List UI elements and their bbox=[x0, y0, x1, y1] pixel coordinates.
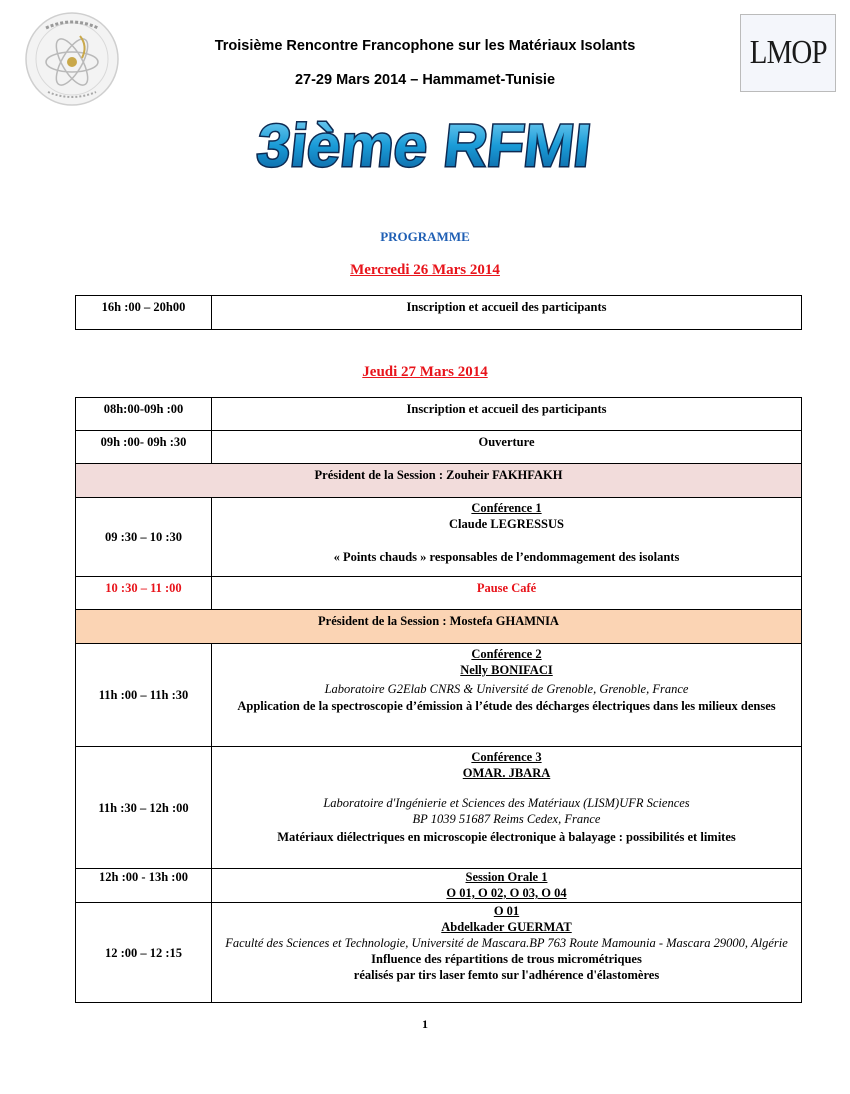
table-row bbox=[76, 398, 802, 431]
day2-title: Jeudi 27 Mars 2014 bbox=[362, 364, 488, 380]
day1-schedule-table bbox=[75, 295, 802, 330]
speaker-affiliation: Laboratoire d'Ingénierie et Sciences des Matériaux (LISM)UFR Sciences bbox=[323, 796, 690, 810]
session-heading: Session Orale 1 bbox=[465, 870, 548, 884]
conference-heading: Conférence 2 bbox=[471, 647, 542, 661]
activity-cell bbox=[212, 903, 802, 1003]
table-row bbox=[76, 577, 802, 610]
table-row bbox=[76, 869, 802, 903]
table-row bbox=[76, 903, 802, 1003]
rfmi-banner bbox=[248, 108, 608, 180]
speaker-name: Nelly BONIFACI bbox=[460, 663, 553, 677]
speaker-name: Claude LEGRESSUS bbox=[449, 517, 564, 531]
activity-cell bbox=[212, 644, 802, 747]
talk-title: Application de la spectroscopie d’émission à l’étude des décharges électriques dans les milieux denses bbox=[237, 699, 776, 713]
day2-schedule-table bbox=[75, 397, 802, 1003]
speaker-name: Abdelkader GUERMAT bbox=[441, 920, 572, 934]
time-cell: 09 :30 – 10 :30 bbox=[76, 498, 212, 577]
time-cell: 11h :30 – 12h :00 bbox=[76, 747, 212, 869]
page-number: 1 bbox=[422, 1017, 428, 1031]
session-chair: Président de la Session : Zouheir FAKHFAKH bbox=[76, 464, 802, 498]
session-chair-row bbox=[76, 464, 802, 498]
table-row bbox=[76, 431, 802, 464]
conference-title: Troisième Rencontre Francophone sur les Matériaux Isolants bbox=[214, 38, 636, 54]
speaker-affiliation: Faculté des Sciences et Technologie, Université de Mascara.BP 763 Route Mamounia - Mascara 29000, Algérie bbox=[225, 936, 788, 950]
break-cell: Pause Café bbox=[212, 577, 802, 610]
session-chair-row bbox=[76, 610, 802, 644]
lmop-logo-text: LMOP bbox=[749, 34, 827, 71]
activity-cell bbox=[212, 747, 802, 869]
lmop-logo bbox=[740, 14, 836, 92]
time-cell: 08h:00-09h :00 bbox=[76, 398, 212, 431]
time-cell: 16h :00 – 20h00 bbox=[76, 296, 212, 330]
activity-cell: Inscription et accueil des participants bbox=[212, 296, 802, 330]
talk-title: « Points chauds » responsables de l’endommagement des isolants bbox=[333, 550, 680, 564]
society-emblem-icon bbox=[18, 10, 126, 108]
activity-cell: Ouverture bbox=[212, 431, 802, 464]
oral-heading: O 01 bbox=[493, 904, 520, 918]
rfmi-banner-text: 3ième RFMI bbox=[253, 112, 595, 179]
activity-cell bbox=[212, 869, 802, 903]
talk-title-line1: Influence des répartitions de trous micrométriques bbox=[371, 952, 642, 966]
time-cell: 11h :00 – 11h :30 bbox=[76, 644, 212, 747]
session-chair: Président de la Session : Mostefa GHAMNIA bbox=[76, 610, 802, 644]
talk-title: Matériaux diélectriques en microscopie électronique à balayage : possibilités et limites bbox=[277, 830, 736, 844]
time-cell: 09h :00- 09h :30 bbox=[76, 431, 212, 464]
speaker-affiliation-address: BP 1039 51687 Reims Cedex, France bbox=[412, 812, 601, 826]
table-row bbox=[76, 296, 802, 330]
table-row bbox=[76, 644, 802, 747]
time-cell: 10 :30 – 11 :00 bbox=[76, 577, 212, 610]
speaker-affiliation: Laboratoire G2Elab CNRS & Université de Grenoble, Grenoble, France bbox=[324, 682, 689, 696]
activity-cell: Inscription et accueil des participants bbox=[212, 398, 802, 431]
conference-heading: Conférence 1 bbox=[471, 501, 542, 515]
day1-title: Mercredi 26 Mars 2014 bbox=[350, 262, 500, 278]
time-cell: 12h :00 - 13h :00 bbox=[76, 869, 212, 903]
conference-dates-location: 27-29 Mars 2014 – Hammamet-Tunisie bbox=[294, 72, 556, 88]
conference-heading: Conférence 3 bbox=[471, 750, 542, 764]
time-cell: 12 :00 – 12 :15 bbox=[76, 903, 212, 1003]
table-row bbox=[76, 747, 802, 869]
session-items: O 01, O 02, O 03, O 04 bbox=[446, 886, 567, 900]
activity-cell bbox=[212, 498, 802, 577]
talk-title-line2: réalisés par tirs laser femto sur l'adhérence d'élastomères bbox=[353, 968, 660, 982]
speaker-name: OMAR. JBARA bbox=[462, 766, 551, 780]
table-row bbox=[76, 498, 802, 577]
programme-label: PROGRAMME bbox=[380, 229, 470, 244]
